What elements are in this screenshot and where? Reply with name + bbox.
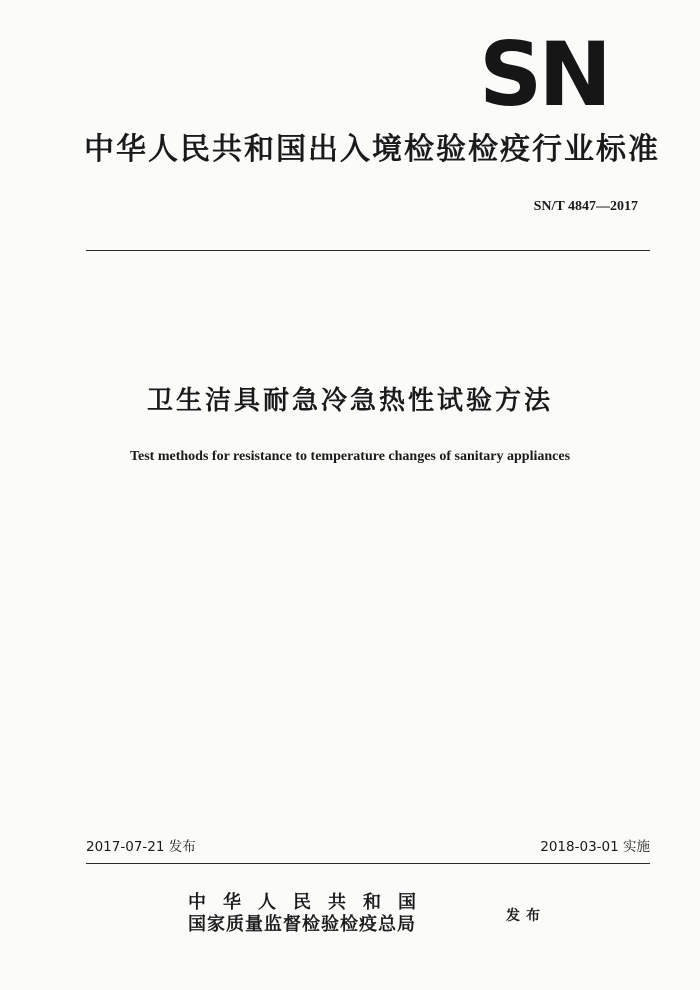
sn-logo: SN	[479, 23, 609, 126]
document-title-english: Test methods for resistance to temperature changes of sanitary appliances	[129, 449, 571, 464]
publish-label: 发布	[506, 908, 546, 924]
standard-number: SN/T 4847—2017	[533, 199, 638, 214]
issue-date: 2017-07-21 发布	[86, 839, 196, 855]
issuer-block	[188, 892, 433, 936]
industry-standard-title: 中华人民共和国出入境检验检疫行业标准	[84, 132, 660, 167]
issuer-country: 中华人民共和国	[188, 892, 433, 913]
footer-divider	[86, 863, 650, 864]
header-divider	[86, 250, 650, 251]
implementation-date: 2018-03-01 实施	[540, 839, 650, 855]
document-title-chinese: 卫生洁具耐急冷急热性试验方法	[146, 386, 553, 416]
issuer-agency: 国家质量监督检验检疫总局	[188, 914, 416, 935]
